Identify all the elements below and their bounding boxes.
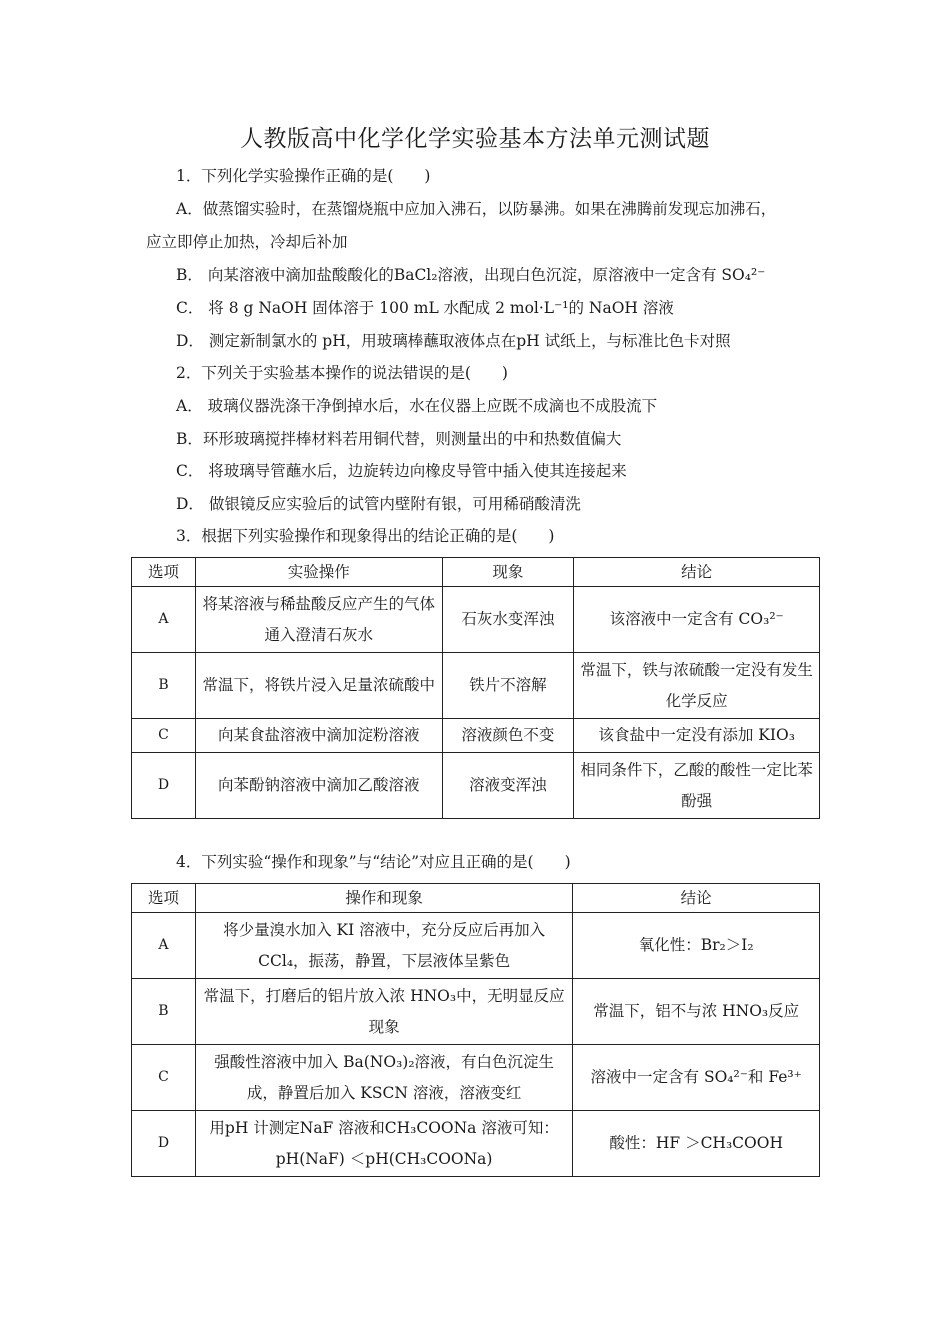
question-3-table (131, 557, 820, 819)
table-header-cell: 现象 (442, 558, 574, 587)
table-header-row (132, 884, 820, 913)
table-cell-option: C (132, 719, 196, 753)
table-row (132, 719, 820, 753)
table-row (132, 653, 820, 719)
table-cell-operation: 向某食盐溶液中滴加淀粉溶液 (195, 719, 442, 753)
table-cell-option: D (132, 753, 196, 819)
table-cell-conclusion: 该溶液中一定含有 CO₃²⁻ (574, 587, 820, 653)
question-2-stem: 2．下列关于实验基本操作的说法错误的是( ) (176, 364, 508, 382)
question-2-option-b: B．环形玻璃搅拌棒材料若用铜代替，则测量出的中和热数值偏大 (176, 430, 622, 448)
question-2-option-d: D． 做银镜反应实验后的试管内壁附有银，可用稀硝酸清洗 (176, 495, 581, 513)
table-cell-conclusion: 该食盐中一定没有添加 KIO₃ (574, 719, 820, 753)
table-cell-conclusion: 氧化性：Br₂＞I₂ (573, 913, 820, 979)
table-cell-option: D (132, 1111, 196, 1177)
table-row (132, 1111, 820, 1177)
question-2-option-a: A． 玻璃仪器洗涤干净倒掉水后，水在仪器上应既不成滴也不成股流下 (176, 397, 658, 415)
table-row (132, 913, 820, 979)
table-cell-option: B (132, 653, 196, 719)
table-header-cell: 结论 (573, 884, 820, 913)
table-cell-option: A (132, 587, 196, 653)
table-cell-operation: 将某溶液与稀盐酸反应产生的气体通入澄清石灰水 (195, 587, 442, 653)
table-cell-operation: 向苯酚钠溶液中滴加乙酸溶液 (195, 753, 442, 819)
table-cell-phenomenon: 铁片不溶解 (442, 653, 574, 719)
table-cell-operation: 强酸性溶液中加入 Ba(NO₃)₂溶液，有白色沉淀生成，静置后加入 KSCN 溶液，溶液变红 (195, 1045, 572, 1111)
table-cell-operation: 常温下，将铁片浸入足量浓硫酸中 (195, 653, 442, 719)
table-cell-conclusion: 常温下，铝不与浓 HNO₃反应 (573, 979, 820, 1045)
question-3-stem: 3．根据下列实验操作和现象得出的结论正确的是( ) (176, 527, 555, 545)
question-1-option-c: C． 将 8 g NaOH 固体溶于 100 mL 水配成 2 mol·L⁻¹的 NaOH 溶液 (176, 299, 674, 317)
page-title: 人教版高中化学化学实验基本方法单元测试题 (240, 126, 710, 152)
table-header-cell: 操作和现象 (195, 884, 572, 913)
table-cell-option: B (132, 979, 196, 1045)
table-cell-operation: 常温下，打磨后的铝片放入浓 HNO₃中，无明显反应现象 (195, 979, 572, 1045)
table-row (132, 753, 820, 819)
question-2-option-c: C． 将玻璃导管蘸水后，边旋转边向橡皮导管中插入使其连接起来 (176, 462, 627, 480)
table-cell-conclusion: 溶液中一定含有 SO₄²⁻和 Fe³⁺ (573, 1045, 820, 1111)
question-1-stem: 1．下列化学实验操作正确的是( ) (176, 167, 431, 185)
table-header-cell: 选项 (132, 558, 196, 587)
question-1-option-d: D． 测定新制氯水的 pH，用玻璃棒蘸取液体点在pH 试纸上，与标准比色卡对照 (176, 332, 731, 350)
table-cell-option: C (132, 1045, 196, 1111)
table-cell-conclusion: 酸性：HF ＞CH₃COOH (573, 1111, 820, 1177)
table-row (132, 1045, 820, 1111)
question-1-option-b: B． 向某溶液中滴加盐酸酸化的BaCl₂溶液，出现白色沉淀，原溶液中一定含有 SO₄²⁻ (176, 266, 766, 284)
table-header-cell: 选项 (132, 884, 196, 913)
table-cell-conclusion: 常温下，铁与浓硫酸一定没有发生化学反应 (574, 653, 820, 719)
table-cell-phenomenon: 溶液变浑浊 (442, 753, 574, 819)
table-cell-phenomenon: 溶液颜色不变 (442, 719, 574, 753)
table-cell-operation: 用pH 计测定NaF 溶液和CH₃COONa 溶液可知：pH(NaF) ＜pH(CH₃COONa) (195, 1111, 572, 1177)
table-cell-option: A (132, 913, 196, 979)
table-row (132, 979, 820, 1045)
question-4-stem: 4．下列实验“操作和现象”与“结论”对应且正确的是( ) (176, 853, 571, 871)
table-cell-phenomenon: 石灰水变浑浊 (442, 587, 574, 653)
table-cell-operation: 将少量溴水加入 KI 溶液中，充分反应后再加入CCl₄，振荡，静置，下层液体呈紫色 (195, 913, 572, 979)
table-header-cell: 实验操作 (195, 558, 442, 587)
table-cell-conclusion: 相同条件下，乙酸的酸性一定比苯酚强 (574, 753, 820, 819)
question-1-option-a: A．做蒸馏实验时，在蒸馏烧瓶中应加入沸石，以防暴沸。如果在沸腾前发现忘加沸石， (176, 200, 777, 218)
question-4-table (131, 883, 820, 1177)
table-row (132, 587, 820, 653)
table-header-cell: 结论 (574, 558, 820, 587)
question-1-option-a-cont: 应立即停止加热，冷却后补加 (146, 233, 348, 251)
table-header-row (132, 558, 820, 587)
